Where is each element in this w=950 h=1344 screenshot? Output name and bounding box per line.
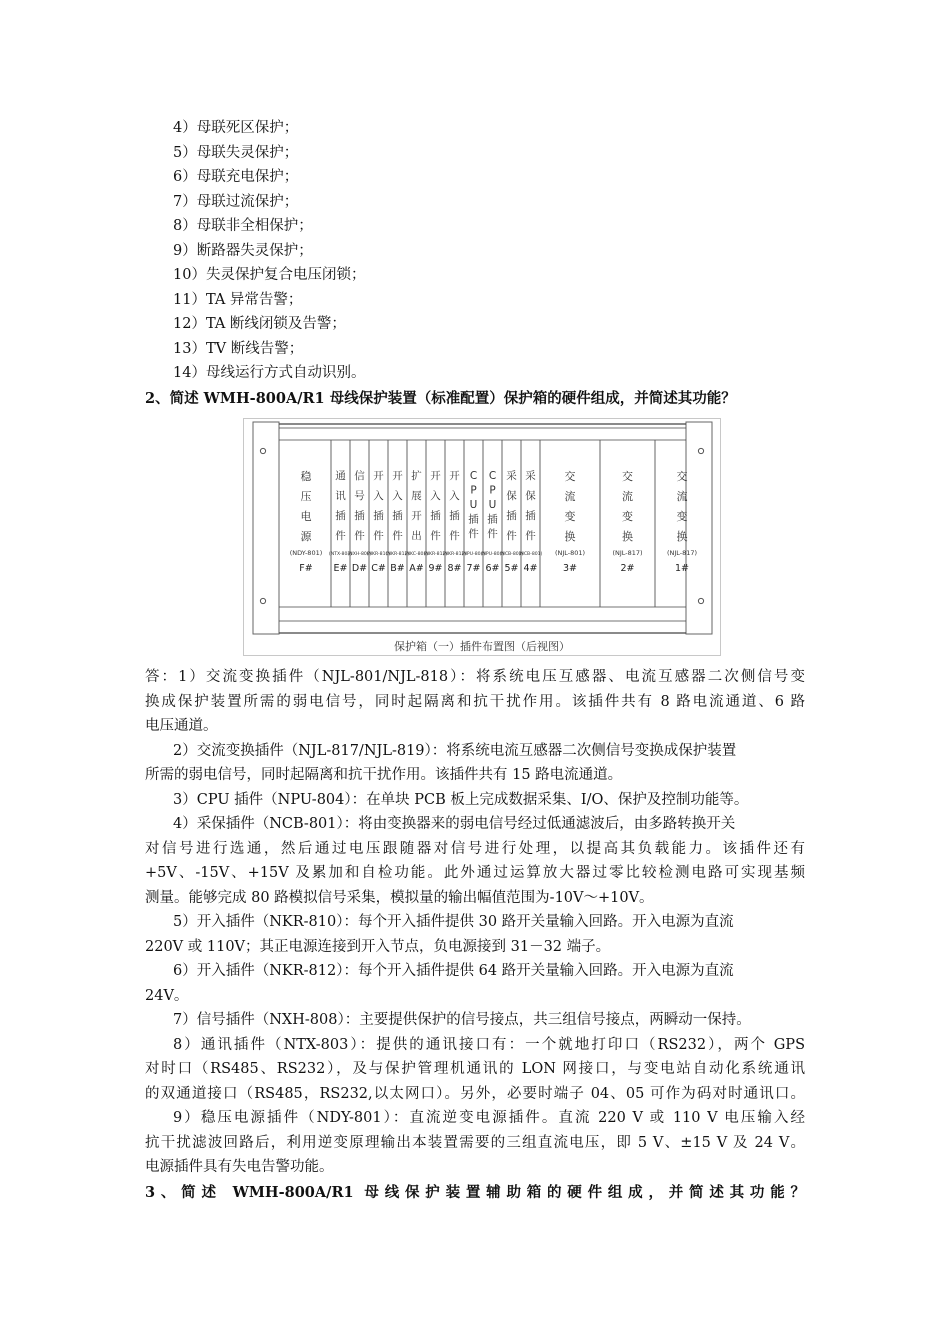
plugin-slot-9 bbox=[424, 470, 448, 574]
answer-line: 对信号进行选通，然后通过电压跟随器对信号进行处理，以提高其负载能力。该插件还有 bbox=[145, 841, 805, 857]
plugin-slot-1 bbox=[667, 469, 697, 574]
answer-line: +5V、-15V、+15V 及累加和自检功能。此外通过运算放大器过零比较检测电路可实现基频 bbox=[145, 865, 805, 881]
slot-position: E# bbox=[333, 563, 348, 574]
slot-model: (NPU-804) bbox=[480, 552, 505, 557]
slot-model: (NJL-817) bbox=[666, 549, 698, 557]
slot-name: 开入插件 bbox=[430, 470, 441, 542]
list-item: 14）母线运行方式自动识别。 bbox=[173, 365, 366, 381]
slot-position: 9# bbox=[428, 563, 443, 574]
plugin-slot-D bbox=[347, 469, 371, 574]
mount-hole-icon bbox=[260, 448, 265, 453]
answer-line: 电压通道。 bbox=[145, 718, 218, 734]
plugin-slot-3 bbox=[555, 469, 585, 574]
plugin-slot-2 bbox=[612, 469, 642, 574]
figure-caption: 保护箱（一）插件布置图（后视图） bbox=[394, 640, 570, 653]
plugin-slot-B bbox=[386, 470, 410, 574]
list-item: 6）母联充电保护； bbox=[173, 169, 299, 185]
slot-position: C# bbox=[371, 563, 386, 574]
slot-position: F# bbox=[299, 563, 313, 574]
slot-position: 7# bbox=[466, 563, 481, 574]
answer-line: 2）交流变换插件（NJL-817/NJL-819）：将系统电流互感器二次侧信号变换成保护装置 bbox=[173, 743, 737, 759]
plugin-slot-7 bbox=[462, 470, 486, 574]
plugin-slot-A bbox=[405, 469, 429, 574]
slot-name: 稳压电源 bbox=[300, 470, 312, 543]
plugin-layout-figure bbox=[243, 418, 721, 656]
slot-model: (NKR-810) bbox=[366, 552, 391, 557]
slot-position: 2# bbox=[620, 563, 635, 574]
list-item: 9）断路器失灵保护； bbox=[173, 243, 313, 259]
plugin-slot-C bbox=[367, 470, 391, 574]
answer-line: 24V。 bbox=[145, 988, 189, 1004]
answer-line: 4）采保插件（NCB-801）：将由变换器来的弱电信号经过低通滤波后，由多路转换开关 bbox=[173, 816, 736, 832]
slot-name: C P U 插件 bbox=[468, 470, 479, 540]
slot-model: (NKR-812) bbox=[442, 552, 467, 557]
slot-position: 4# bbox=[523, 563, 538, 574]
slot-name: 采保插件 bbox=[506, 470, 517, 542]
mount-hole-icon bbox=[698, 598, 703, 603]
plugin-slot-E bbox=[329, 470, 352, 574]
answer-line: 220V 或 110V；其正电源连接到开入节点，负电源接到 31－32 端子。 bbox=[145, 939, 611, 955]
slot-position: D# bbox=[351, 563, 368, 574]
slot-position: 8# bbox=[447, 563, 462, 574]
slot-model: (NXH-808) bbox=[347, 552, 372, 557]
rack-diagram bbox=[243, 418, 721, 656]
slot-model: (NKC-808) bbox=[404, 552, 429, 557]
answer-line: 电源插件具有失电告警功能。 bbox=[145, 1159, 334, 1175]
mount-hole-icon bbox=[260, 598, 265, 603]
slot-position: B# bbox=[390, 563, 405, 574]
answer-line: 抗干扰滤波回路后，利用逆变原理输出本装置需要的三组直流电压，即 5 V、±15 V 及 24 V。 bbox=[145, 1135, 805, 1151]
answer-line: 3）CPU 插件（NPU-804）：在单块 PCB 板上完成数据采集、I/O、保护及控制功能等。 bbox=[173, 792, 749, 808]
answer-line: 换成保护装置所需的弱电信号，同时起隔离和抗干扰作用。该插件共有 8 路电流通道、6 路 bbox=[145, 694, 805, 710]
slot-name: 交流变换 bbox=[622, 470, 633, 543]
answer-line: 8）通讯插件（NTX-803）：提供的通讯接口有：一个就地打印口（RS232），两个 GPS bbox=[173, 1037, 805, 1053]
answer-line: 答：1）交流变换插件（NJL-801/NJL-818）：将系统电压互感器、电流互感器二次侧信号变 bbox=[145, 669, 805, 685]
answer-line: 的双通道接口（RS485，RS232,以太网口）。另外，必要时端子 04、05 可作为码对时通讯口。 bbox=[145, 1086, 805, 1102]
answer-line: 6）开入插件（NKR-812）：每个开入插件提供 64 路开关量输入回路。开入电源为直流 bbox=[173, 963, 734, 979]
slot-model: (NTX-803) bbox=[328, 552, 353, 557]
slot-model: (NKR-812) bbox=[385, 552, 410, 557]
list-item: 13）TV 断线告警； bbox=[173, 341, 304, 357]
list-item: 7）母联过流保护； bbox=[173, 194, 299, 210]
answer-line: 测量。能够完成 80 路模拟信号采集，模拟量的输出幅值范围为-10V～+10V。 bbox=[145, 890, 654, 906]
slot-position: 1# bbox=[674, 563, 690, 574]
slot-name: C P U 插件 bbox=[487, 470, 498, 540]
answer-line: 5）开入插件（NKR-810）：每个开入插件提供 30 路开关量输入回路。开入电源为直流 bbox=[173, 914, 734, 930]
slot-position: 6# bbox=[485, 563, 500, 574]
slot-position: 5# bbox=[504, 563, 519, 574]
slot-model: (NPU-804) bbox=[461, 552, 486, 557]
plugin-slot-6 bbox=[481, 470, 505, 574]
list-item: 11）TA 异常告警； bbox=[173, 292, 303, 308]
slot-name: 扩展开出 bbox=[411, 470, 422, 542]
slot-model: (NJL-801) bbox=[554, 549, 586, 557]
slot-model: (NCB-801) bbox=[518, 552, 543, 557]
answer-line: 所需的弱电信号，同时起隔离和抗干扰作用。该插件共有 15 路电流通道。 bbox=[145, 767, 623, 783]
slot-name: 采保插件 bbox=[525, 470, 536, 542]
answer-line: 对时口（RS485、RS232），及与保护管理机通讯的 LON 网接口，与变电站自动化系统通讯 bbox=[145, 1061, 805, 1077]
list-item: 8）母联非全相保护； bbox=[173, 218, 313, 234]
slot-model: (NJL-817) bbox=[612, 549, 643, 557]
list-item: 5）母联失灵保护； bbox=[173, 145, 299, 161]
slot-name: 信号插件 bbox=[354, 470, 365, 542]
list-item: 10）失灵保护复合电压闭锁； bbox=[173, 267, 366, 283]
slot-model: (NCB-801) bbox=[499, 552, 524, 557]
answer-line: 9）稳压电源插件（NDY-801）：直流逆变电源插件。直流 220 V 或 110 V 电压输入经 bbox=[173, 1110, 805, 1126]
list-item: 12）TA 断线闭锁及告警； bbox=[173, 316, 346, 332]
plugin-slot-4 bbox=[519, 469, 543, 574]
plugin-slot-F bbox=[290, 469, 323, 574]
slot-name: 开入插件 bbox=[373, 470, 384, 542]
mount-hole-icon bbox=[698, 448, 703, 453]
plugin-slot-8 bbox=[443, 470, 467, 574]
question-3: 3、简述 WMH-800A/R1 母线保护装置辅助箱的硬件组成，并简述其功能？ bbox=[145, 1184, 805, 1201]
plugin-slot-5 bbox=[500, 469, 524, 574]
slot-position: 3# bbox=[562, 563, 578, 574]
slot-model: (NDY-801) bbox=[289, 549, 323, 557]
slot-model: (NKR-812) bbox=[423, 552, 448, 557]
slot-name: 开入插件 bbox=[449, 470, 460, 542]
slot-position: A# bbox=[409, 563, 424, 574]
question-2: 2、简述 WMH-800A/R1 母线保护装置（标准配置）保护箱的硬件组成，并简述其功能？ bbox=[145, 390, 736, 407]
slot-name: 开入插件 bbox=[392, 470, 403, 542]
slot-name: 交流变换 bbox=[676, 470, 688, 543]
slot-name: 交流变换 bbox=[564, 470, 576, 543]
answer-line: 7）信号插件（NXH-808）：主要提供保护的信号接点，共三组信号接点，两瞬动一保持。 bbox=[173, 1012, 751, 1028]
list-item: 4）母联死区保护； bbox=[173, 120, 299, 136]
slot-name: 通讯插件 bbox=[335, 470, 346, 542]
